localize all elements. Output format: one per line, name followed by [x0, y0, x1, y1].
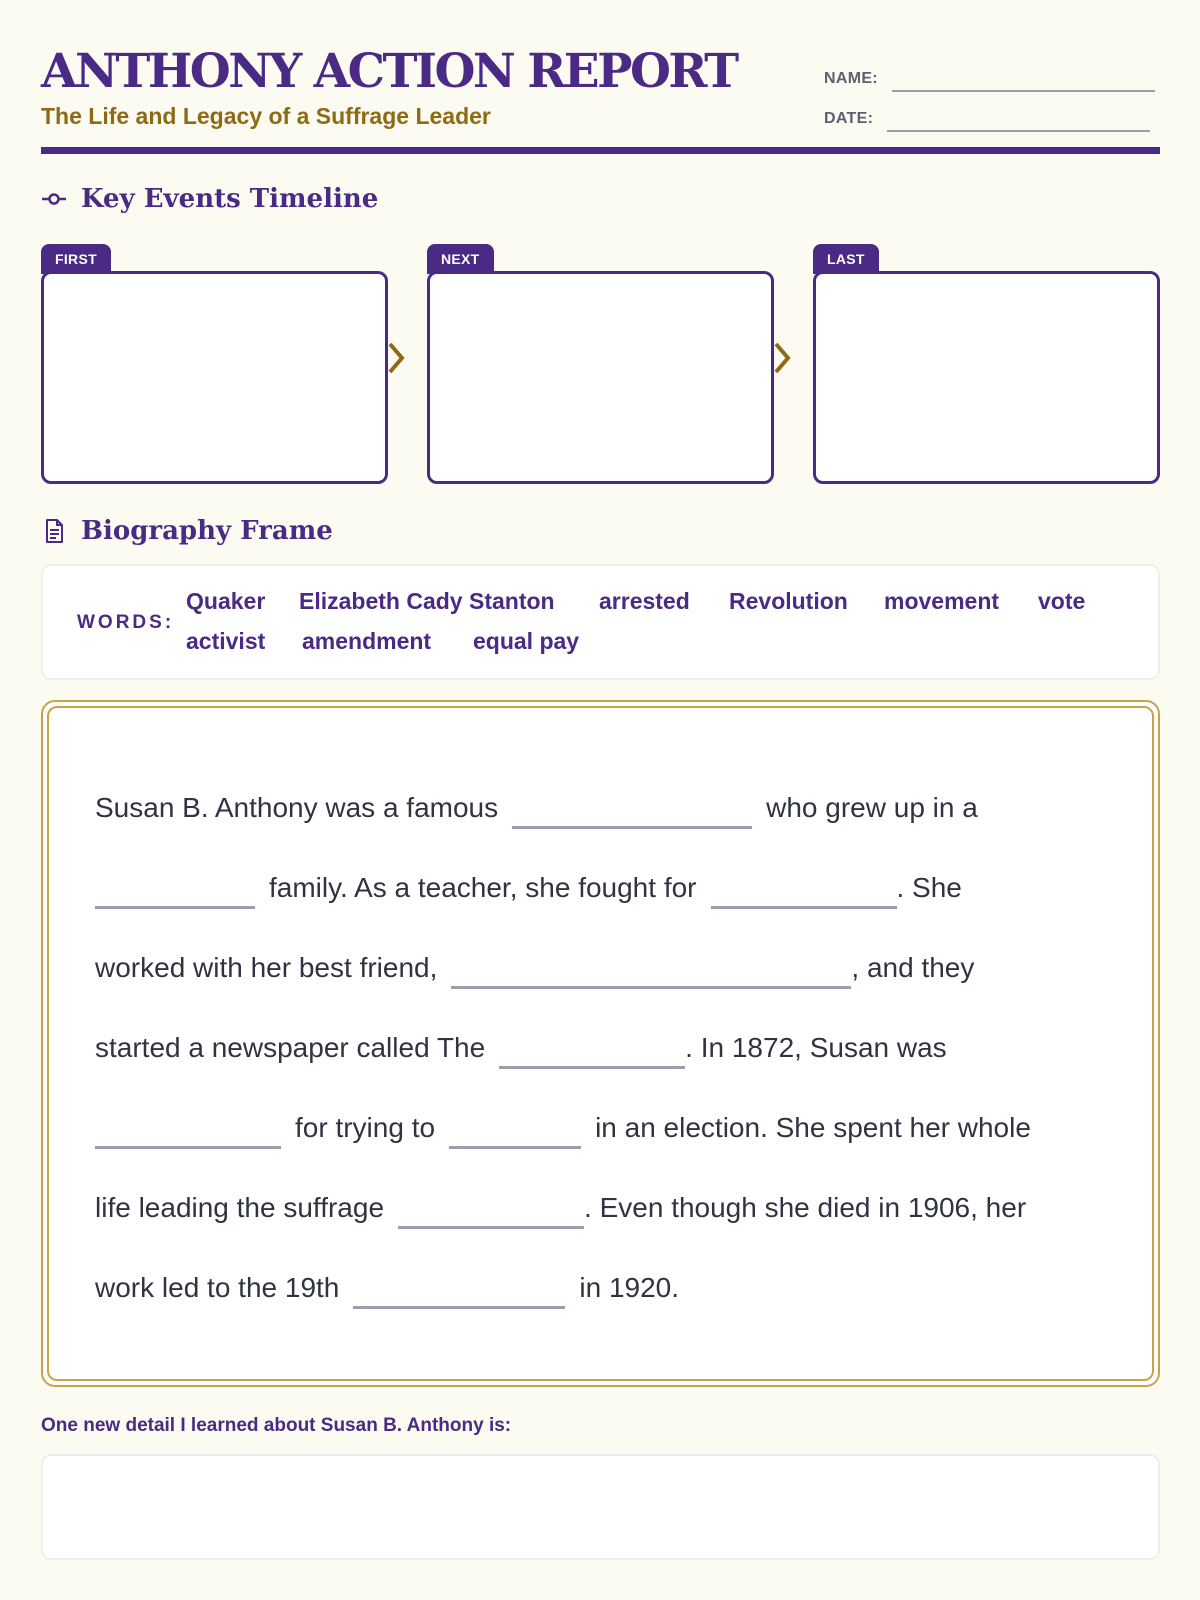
word-bank-word: arrested — [599, 588, 690, 614]
biography-frame-inner — [47, 706, 1154, 1381]
header — [41, 0, 1160, 156]
frame-text: worked with her best friend, — [95, 952, 438, 983]
chevron-right-icon — [386, 340, 408, 376]
frame-line-7 — [95, 1270, 679, 1306]
timeline-card-next[interactable] — [427, 244, 774, 484]
timeline-card-first[interactable] — [41, 244, 388, 484]
date-field[interactable] — [824, 106, 1150, 132]
frame-text: work led to the 19th — [95, 1272, 340, 1303]
frame-text: who grew up in a — [766, 792, 978, 823]
frame-text: . She — [896, 872, 962, 903]
detail-prompt: One new detail I learned about Susan B. Anthony is: — [41, 1415, 512, 1436]
frame-text: , and they — [851, 952, 975, 983]
timeline-tab: LAST — [813, 244, 879, 274]
word-bank-word: vote — [1038, 588, 1086, 614]
blank-2[interactable] — [95, 879, 255, 909]
timeline-box[interactable] — [427, 271, 774, 484]
timeline-title: Key Events Timeline — [81, 184, 379, 214]
worksheet-page — [41, 0, 1160, 1436]
header-divider — [41, 147, 1160, 154]
page-title: ANTHONY ACTION REPORT — [41, 44, 737, 99]
timeline-box[interactable] — [41, 271, 388, 484]
timeline-heading — [41, 184, 378, 214]
blank-3[interactable] — [711, 879, 897, 909]
frame-line-6 — [95, 1190, 1026, 1226]
word-bank — [41, 564, 1160, 680]
biography-title: Biography Frame — [81, 516, 333, 546]
frame-text: Susan B. Anthony was a famous — [95, 792, 499, 823]
blank-8[interactable] — [398, 1199, 584, 1229]
word-bank-word: amendment — [302, 628, 432, 654]
blank-7[interactable] — [449, 1119, 581, 1149]
blank-9[interactable] — [353, 1279, 565, 1309]
name-label: NAME: — [824, 70, 878, 87]
frame-text: started a newspaper called The — [95, 1032, 486, 1063]
blank-5[interactable] — [499, 1039, 685, 1069]
frame-text: life leading the suffrage — [95, 1192, 385, 1223]
word-bank-word: Quaker — [186, 588, 266, 614]
frame-line-5 — [81, 1110, 1031, 1146]
word-bank-label: WORDS: — [77, 612, 175, 633]
word-bank-word: movement — [884, 588, 1000, 614]
word-bank-word: equal pay — [473, 628, 580, 654]
frame-line-2 — [81, 870, 962, 906]
biography-heading — [41, 516, 333, 546]
date-label: DATE: — [824, 110, 874, 127]
frame-text: . Even though she died in 1906, her — [584, 1192, 1027, 1223]
blank-4[interactable] — [451, 959, 851, 989]
frame-text: . In 1872, Susan was — [685, 1032, 947, 1063]
biography-frame — [41, 700, 1160, 1387]
timeline-tab: FIRST — [41, 244, 111, 274]
timeline-tab: NEXT — [427, 244, 494, 274]
word-bank-word: activist — [186, 628, 266, 654]
frame-line-1 — [95, 790, 978, 826]
timeline-icon — [41, 186, 67, 212]
word-bank-word: Revolution — [729, 588, 848, 614]
frame-line-4 — [95, 1030, 947, 1066]
detail-answer-box[interactable] — [41, 1454, 1160, 1560]
date-line[interactable] — [887, 130, 1150, 132]
name-field[interactable] — [824, 66, 1155, 92]
blank-6[interactable] — [95, 1119, 281, 1149]
name-line[interactable] — [892, 90, 1155, 92]
frame-text: for trying to — [295, 1112, 436, 1143]
word-bank-word: Elizabeth Cady Stanton — [299, 588, 555, 614]
frame-text: family. As a teacher, she fought for — [269, 872, 697, 903]
frame-text: in 1920. — [579, 1272, 680, 1303]
chevron-right-icon — [772, 340, 794, 376]
page-subtitle: The Life and Legacy of a Suffrage Leader — [41, 103, 491, 129]
document-icon — [41, 518, 67, 544]
blank-1[interactable] — [512, 799, 752, 829]
timeline-box[interactable] — [813, 271, 1160, 484]
frame-text: in an election. She spent her whole — [595, 1112, 1031, 1143]
frame-line-3 — [95, 950, 974, 986]
timeline-card-last[interactable] — [813, 244, 1160, 484]
